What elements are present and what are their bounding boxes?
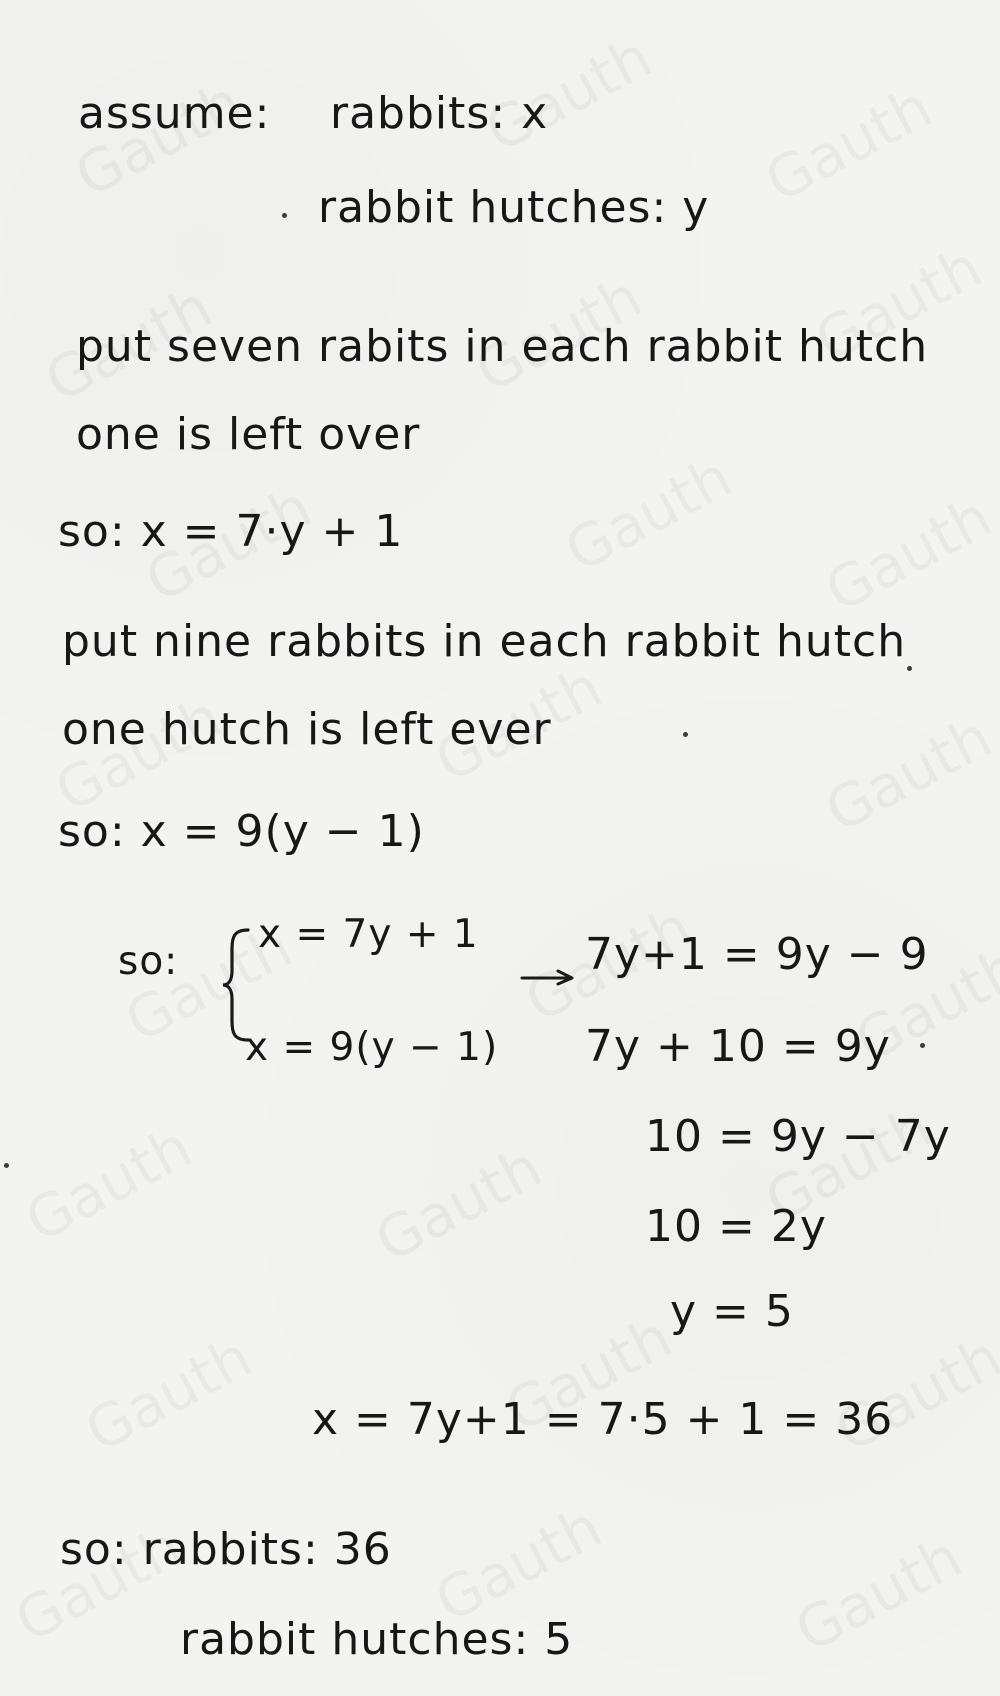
ink-dot: [907, 666, 912, 671]
arrow-right-icon: [520, 968, 575, 986]
condition-one-line-one: put seven rabits in each rabbit hutch: [76, 321, 929, 372]
ink-dot: [282, 213, 287, 218]
system-label: so:: [118, 939, 179, 984]
solution-step: 7y + 10 = 9y: [585, 1021, 891, 1072]
watermark: [814, 702, 1000, 845]
rabbits-variable: rabbits: x: [330, 88, 549, 139]
condition-two-equation: so: x = 9(y − 1): [58, 806, 425, 857]
substitution-equation: x = 7y+1 = 7·5 + 1 = 36: [312, 1394, 894, 1445]
solution-step: 10 = 9y − 7y: [645, 1111, 951, 1162]
watermark: [364, 1132, 552, 1275]
watermark: [754, 72, 942, 215]
condition-two-line-one: put nine rabbits in each rabbit hutch: [62, 616, 907, 667]
condition-one-line-two: one is left over: [76, 409, 421, 460]
solution-step: 10 = 2y: [645, 1201, 827, 1252]
watermark: [784, 1522, 972, 1665]
solution-step: y = 5: [670, 1286, 794, 1337]
watermark: [74, 1322, 262, 1465]
watermark: [554, 442, 742, 585]
answer-rabbits: so: rabbits: 36: [60, 1524, 392, 1575]
solution-step: 7y+1 = 9y − 9: [585, 929, 929, 980]
hutches-variable: rabbit hutches: y: [318, 182, 710, 233]
ink-dot: [683, 732, 688, 737]
ink-dot: [4, 1163, 9, 1168]
condition-one-equation: so: x = 7·y + 1: [58, 506, 404, 557]
watermark: [814, 482, 1000, 625]
answer-hutches: rabbit hutches: 5: [180, 1614, 574, 1665]
assume-label: assume:: [78, 88, 271, 139]
system-equation-two: x = 9(y − 1): [245, 1025, 499, 1070]
system-equation-one: x = 7y + 1: [258, 912, 479, 957]
ink-dot: [920, 1043, 925, 1048]
condition-two-line-two: one hutch is left ever: [62, 704, 552, 755]
watermark: [14, 1112, 202, 1255]
